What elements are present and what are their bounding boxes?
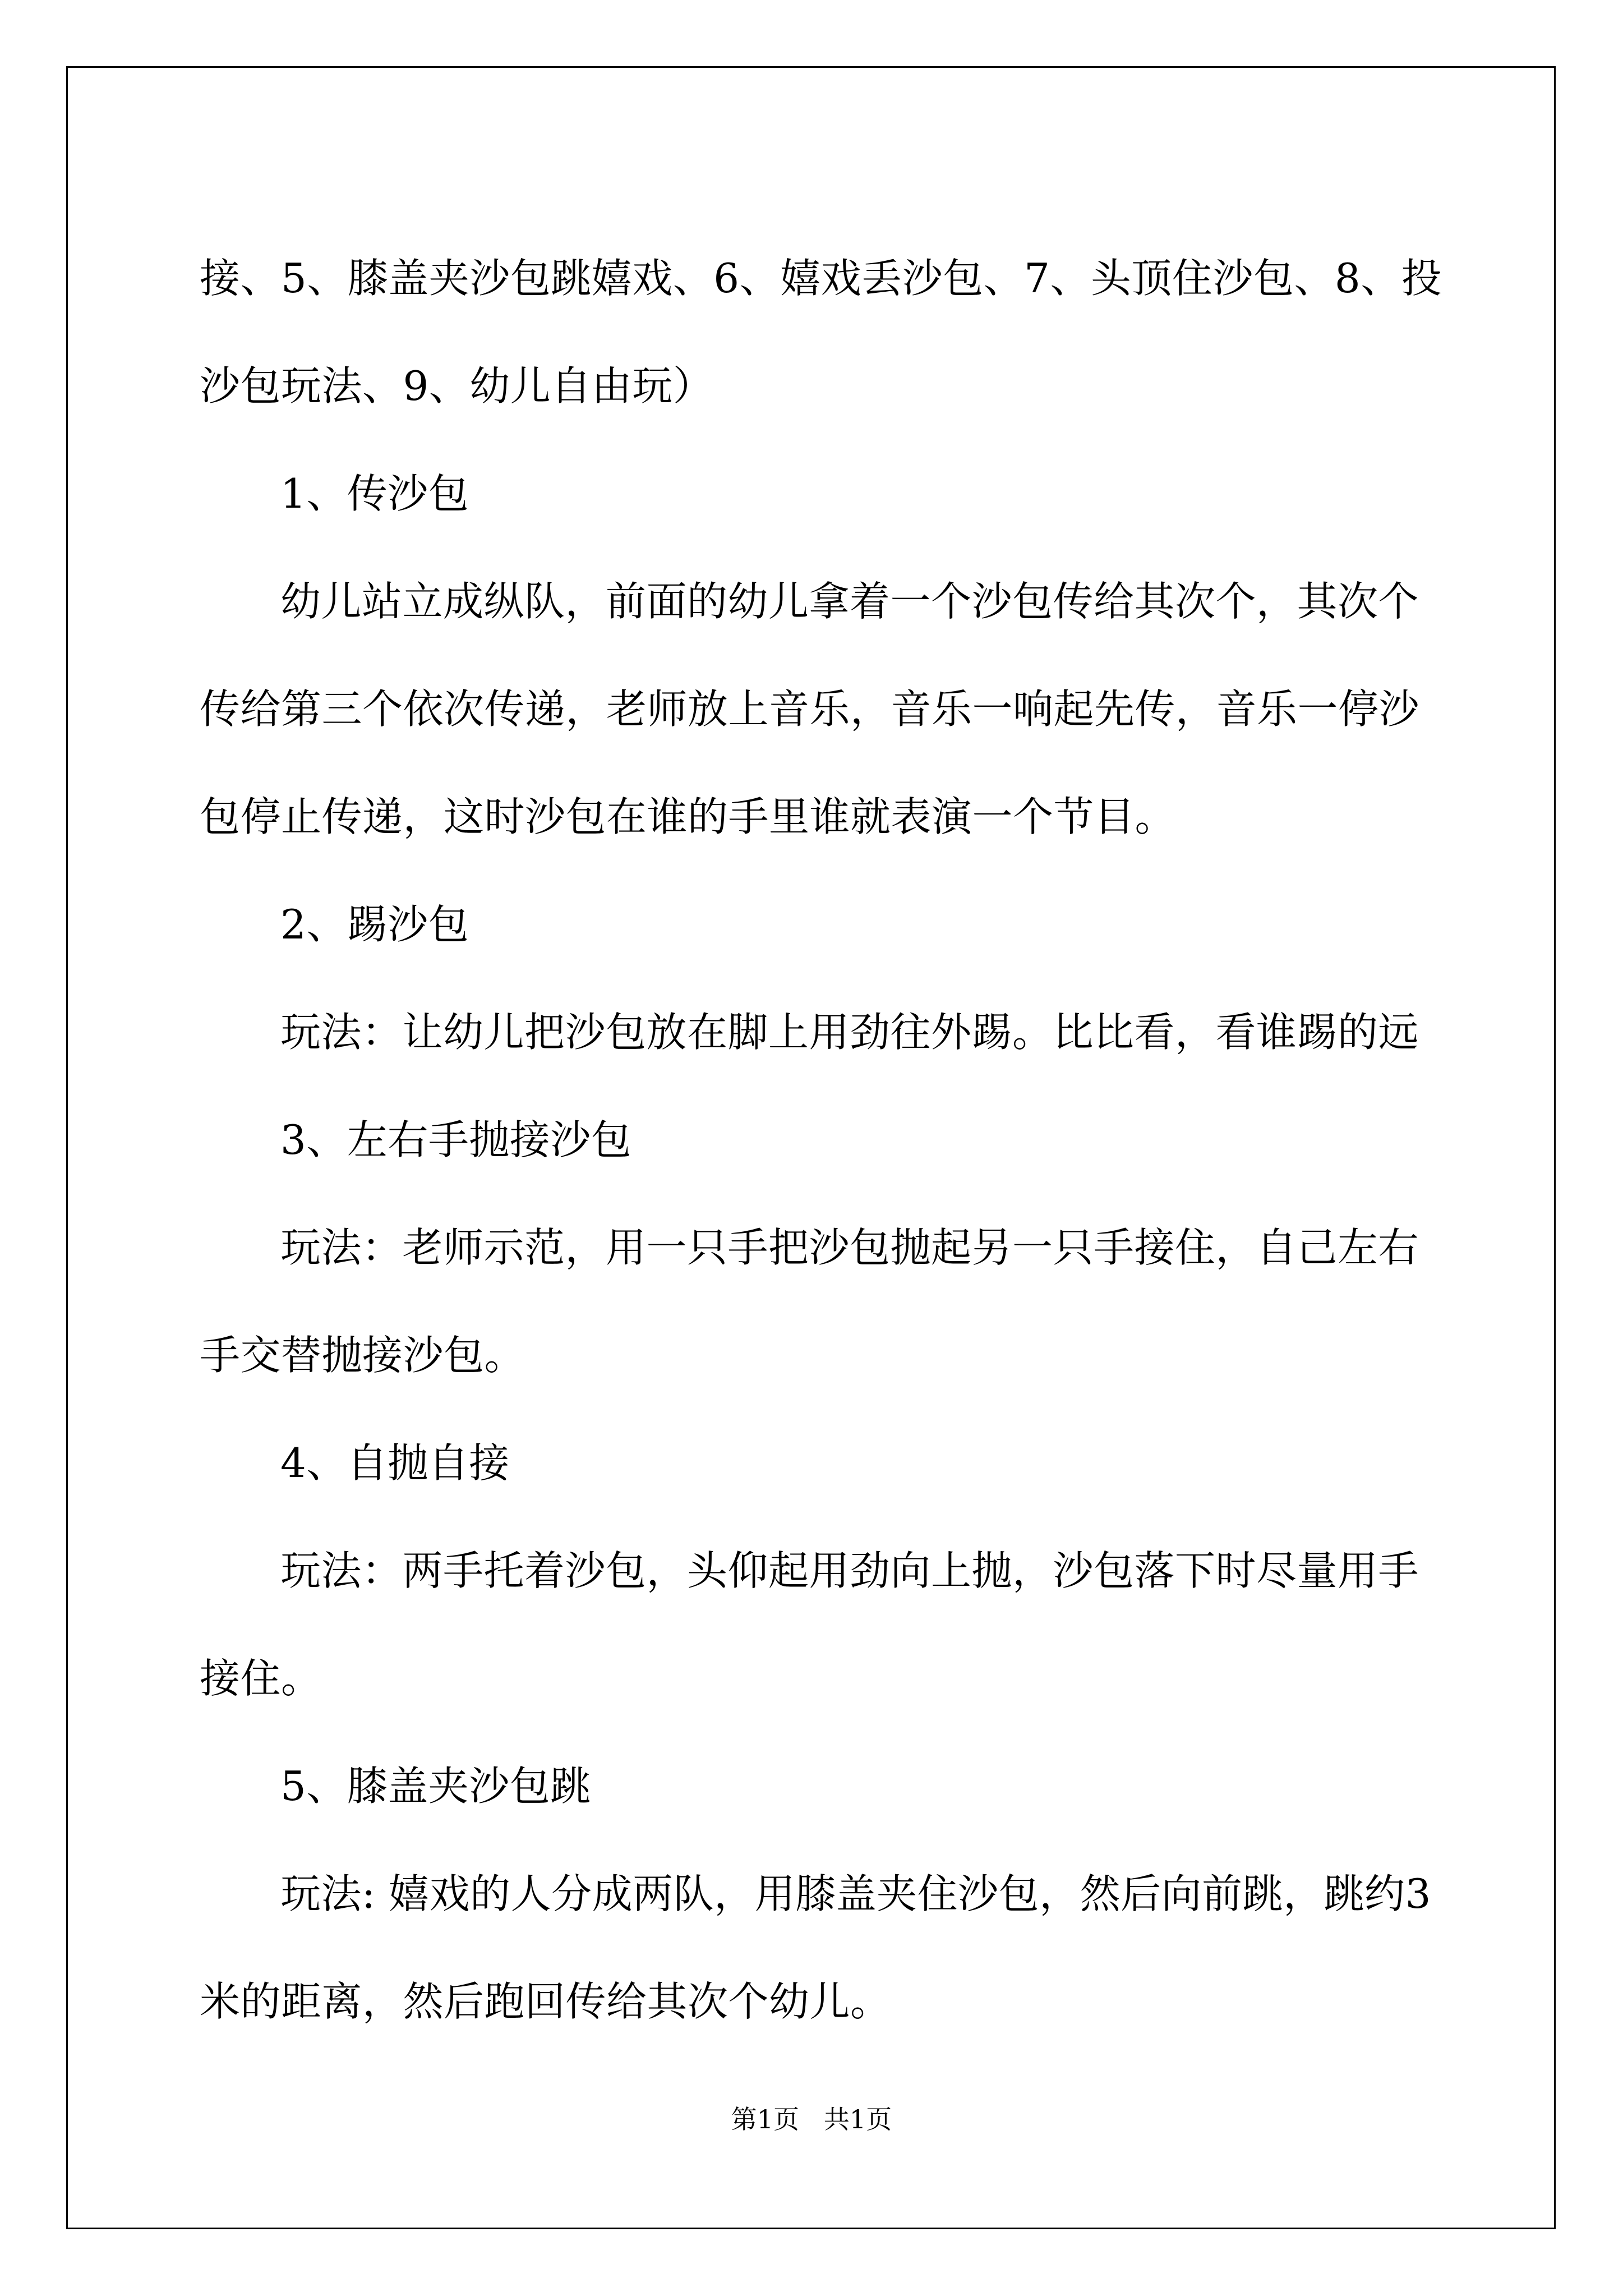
text-line: 4、自抛自接 (280, 1439, 510, 1487)
document-body (200, 224, 1442, 2055)
text-line: 玩法: 嬉戏的人分成两队，用膝盖夹住沙包，然后向前跳，跳约3 (280, 1870, 1431, 1917)
text-line: 手交替抛接沙包。 (200, 1332, 525, 1379)
text-line: 米的距离，然后跑回传给其次个幼儿。 (200, 1978, 891, 2025)
text-line: 沙包玩法、9、幼儿自由玩） (200, 362, 714, 409)
text-line: 幼儿站立成纵队，前面的幼儿拿着一个沙包传给其次个，其次个 (280, 578, 1419, 625)
text-line: 玩法：让幼儿把沙包放在脚上用劲往外踢。比比看，看谁踢的远 (280, 1009, 1419, 1056)
page-footer: 第1页 共1页 (731, 2104, 892, 2134)
text-line: 接住。 (200, 1655, 322, 1702)
text-line: 3、左右手抛接沙包 (280, 1116, 632, 1163)
text-line: 玩法：两手托着沙包，头仰起用劲向上抛，沙包落下时尽量用手 (280, 1547, 1419, 1594)
text-line: 2、踢沙包 (280, 901, 469, 948)
text-line: 1、传沙包 (280, 470, 469, 517)
text-line: 5、膝盖夹沙包跳 (280, 1763, 591, 1810)
text-line: 玩法：老师示范，用一只手把沙包抛起另一只手接住，自己左右 (280, 1224, 1419, 1271)
text-line: 接、5、膝盖夹沙包跳嬉戏、6、嬉戏丢沙包、7、头顶住沙包、8、投 (200, 255, 1442, 302)
text-line: 包停止传递，这时沙包在谁的手里谁就表演一个节目。 (200, 793, 1176, 840)
text-line: 传给第三个依次传递，老师放上音乐，音乐一响起先传，音乐一停沙 (200, 685, 1420, 733)
